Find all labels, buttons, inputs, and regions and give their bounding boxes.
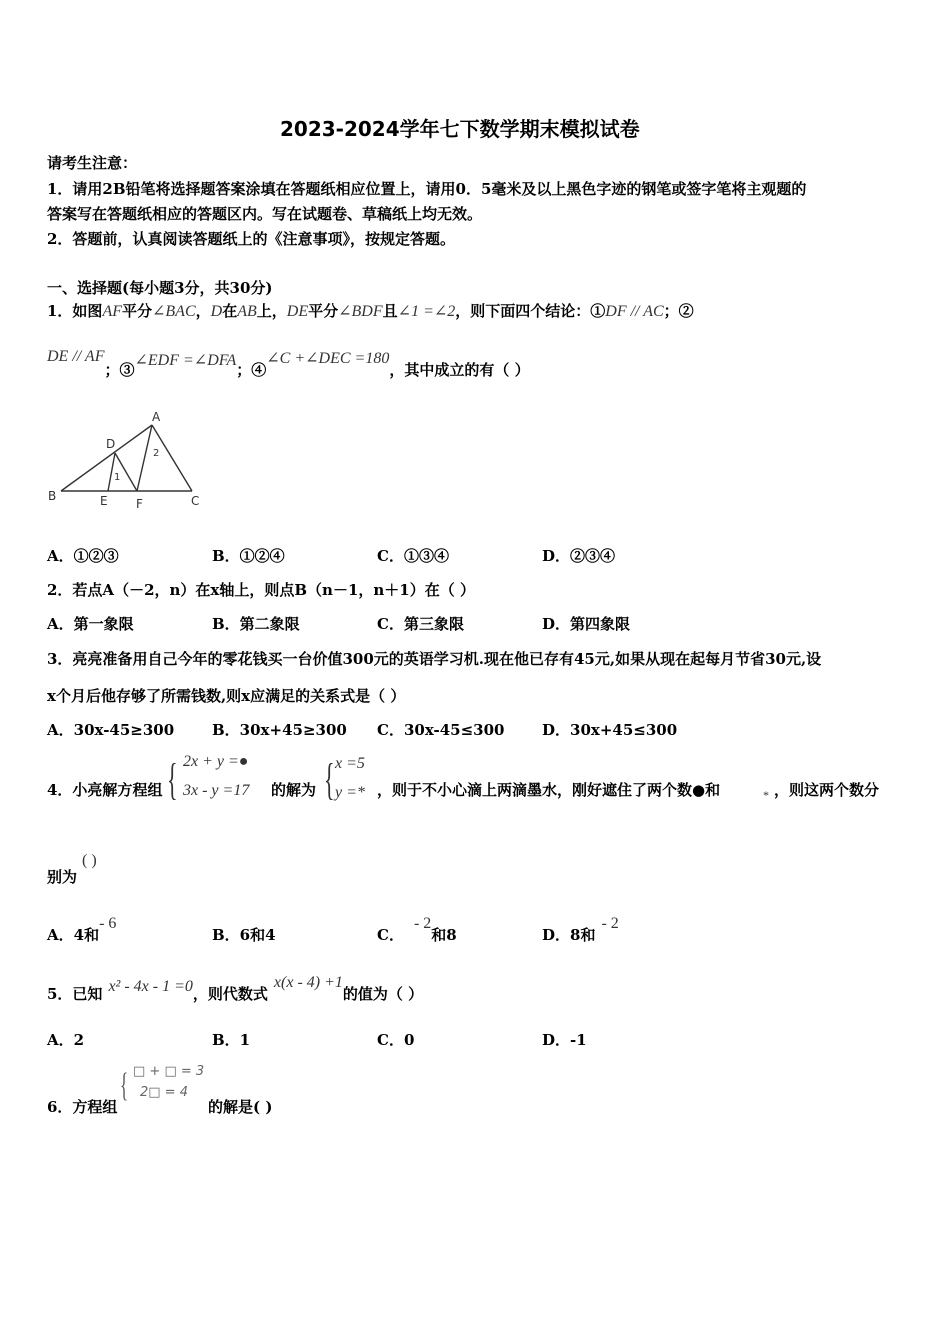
q4-solution-brace: { (324, 755, 335, 804)
q4-option-a-value: - 6 (99, 915, 117, 932)
q1-text: ，则下面四个结论：① (455, 302, 606, 320)
q4-solution-1: x =5 (335, 755, 365, 772)
q6-equation-1: □ + □ = 3 (133, 1064, 205, 1079)
label-a: A (152, 410, 161, 424)
label-b: B (48, 489, 57, 503)
q1-text: 平分 (121, 302, 152, 320)
q5-option-b[interactable]: B．1 (212, 1031, 251, 1049)
q6-text: 6．方程组 (47, 1098, 118, 1116)
q5-option-d[interactable]: D．-1 (542, 1031, 587, 1049)
label-angle-2: 2 (153, 448, 160, 459)
q1-text: ，其中成立的有（ ） (389, 361, 530, 379)
q1-math: DE (286, 303, 309, 320)
q5-option-a[interactable]: A．2 (47, 1031, 85, 1049)
q2-option-a[interactable]: A．第一象限 (47, 615, 134, 633)
q4-option-b[interactable]: B．6和4 (212, 926, 276, 944)
q4-option-d-text: D．8和 (542, 926, 596, 944)
q4-solution-2: y =* (335, 784, 365, 801)
question-3-line-2: x个月后他存够了所需钱数,则x应满足的关系式是（ ） (47, 687, 406, 705)
q1-option-b[interactable]: B．①②④ (212, 547, 285, 565)
question-5-stem (47, 974, 424, 1004)
q1-option-d[interactable]: D．②③④ (542, 547, 616, 565)
q1-text: ；③ (104, 361, 135, 379)
q1-triangle-figure (44, 408, 214, 513)
q4-paren: ( ) (82, 852, 97, 869)
q4-text: 别为 (47, 868, 78, 886)
q1-text: 1．如图 (47, 302, 103, 320)
q1-math: DE // AF (47, 348, 105, 365)
q1-text: ， (195, 302, 211, 320)
q1-text: ；② (663, 302, 694, 320)
question-3-line-1: 3．亮亮准备用自己今年的零花钱买一台价值300元的英语学习机.现在他已存有45元,如果从现在起每月节省30元,设 (47, 650, 822, 668)
q1-math: AF (102, 303, 122, 320)
question-1-line-2 (47, 348, 530, 379)
q4-option-a-text: A．4和 (47, 926, 100, 944)
q5-equation: x² - 4x - 1 =0 (108, 978, 193, 995)
q5-text: 的值为（ ） (342, 985, 424, 1003)
q1-math: DF // AC (605, 303, 664, 320)
label-angle-1: 1 (114, 472, 121, 483)
q1-text: 平分 (308, 302, 339, 320)
label-e: E (100, 494, 108, 508)
q1-math: ∠EDF =∠DFA (134, 352, 237, 369)
question-1-line-1 (47, 300, 694, 321)
line-ba (61, 425, 152, 491)
q3-option-d[interactable]: D．30x+45≤300 (542, 721, 678, 739)
q4-text: ，则于不小心滴上两滴墨水，刚好遮住了两个数●和 (377, 781, 721, 799)
q1-math: ∠BDF (338, 303, 383, 320)
q5-text: 5．已知 (47, 985, 103, 1003)
q4-option-d[interactable] (542, 915, 619, 945)
label-f: F (136, 497, 143, 511)
q3-option-a[interactable]: A．30x-45≥300 (47, 721, 175, 739)
q6-equation-2: 2□ = 4 (140, 1085, 188, 1100)
page-title: 2023-2024学年七下数学期末模拟试卷 (280, 117, 640, 141)
q6-text: 的解是( ) (208, 1098, 273, 1116)
q2-option-d[interactable]: D．第四象限 (542, 615, 631, 633)
q3-option-b[interactable]: B．30x+45≥300 (212, 721, 347, 739)
q1-math: ∠BAC (152, 303, 196, 320)
question-2-stem: 2．若点A（－2，n）在x轴上，则点B（n－1，n＋1）在（ ） (47, 581, 475, 599)
notice-heading: 请考生注意： (47, 154, 138, 172)
q1-text: 在 (222, 302, 238, 320)
label-c: C (191, 494, 200, 508)
q4-equation-2: 3x - y =17 (183, 782, 250, 799)
q4-text: ，则这两个数分 (774, 781, 880, 799)
q6-system-brace: { (120, 1067, 129, 1104)
q2-option-c[interactable]: C．第三象限 (377, 615, 464, 633)
q1-text: ；④ (236, 361, 267, 379)
q4-text: 4．小亮解方程组 (47, 781, 163, 799)
notice-line-1: 1．请用2B铅笔将选择题答案涂填在答题纸相应位置上，请用0．5毫米及以上黑色字迹的钢笔或签字笔将主观题的 (47, 180, 807, 198)
q2-option-b[interactable]: B．第二象限 (212, 615, 300, 633)
q4-option-c[interactable] (377, 915, 457, 945)
q4-option-c-text: C． (377, 926, 404, 944)
q5-expression: x(x - 4) +1 (273, 974, 343, 991)
q1-math: D (210, 303, 223, 320)
q1-option-c[interactable]: C．①③④ (377, 547, 449, 565)
q1-math: ∠1 =∠2 (397, 303, 456, 320)
q4-option-c-value: - 2 (413, 915, 432, 932)
q4-equation-1: 2x + y =● (183, 753, 249, 770)
q5-option-c[interactable]: C．0 (377, 1031, 415, 1049)
q1-math: AB (237, 303, 257, 320)
q4-option-d-value: - 2 (601, 915, 619, 932)
q4-star: * (763, 788, 769, 802)
q3-option-c[interactable]: C．30x-45≤300 (377, 721, 505, 739)
notice-line-3: 2．答题前，认真阅读答题纸上的《注意事项》，按规定答题。 (47, 230, 455, 248)
notice-line-2: 答案写在答题纸相应的答题区内。写在试题卷、草稿纸上均无效。 (47, 205, 483, 223)
q4-system-brace: { (167, 755, 178, 804)
q1-math: ∠C +∠DEC =180 (266, 350, 390, 367)
q1-option-a[interactable]: A．①②③ (47, 547, 119, 565)
q5-text: ，则代数式 (192, 985, 268, 1003)
q4-option-c-text: 和8 (431, 926, 457, 944)
q1-text: 上， (256, 302, 287, 320)
q4-text: 的解为 (271, 781, 317, 799)
q1-text: 且 (382, 302, 398, 320)
label-d: D (106, 437, 116, 451)
section-heading: 一、选择题(每小题3分，共30分) (47, 279, 273, 297)
q4-option-a[interactable] (47, 915, 117, 945)
